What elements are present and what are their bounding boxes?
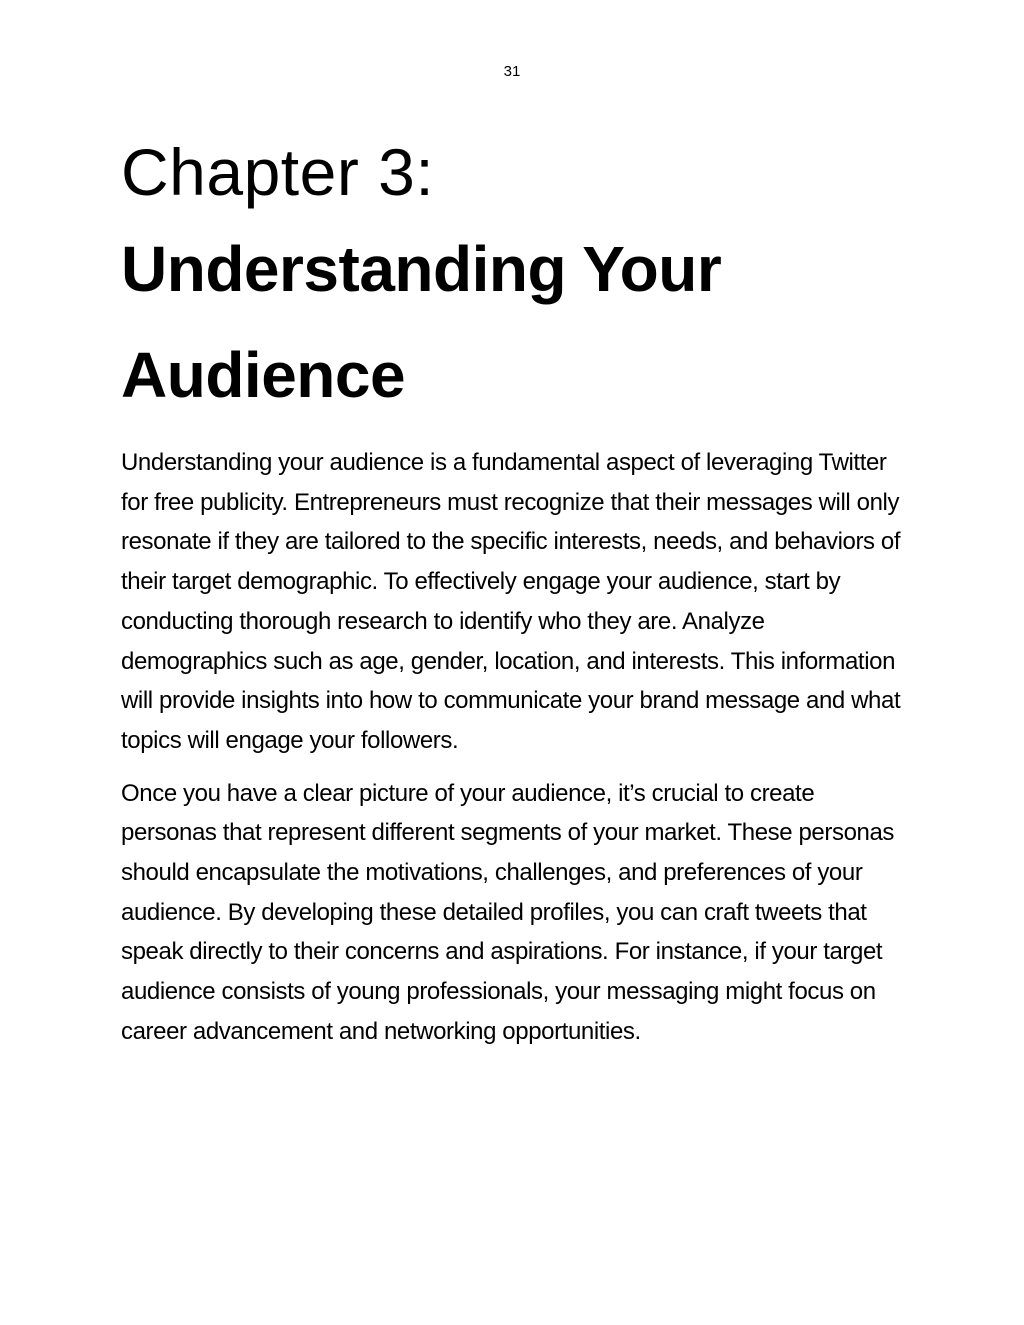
- body-text: [121, 443, 911, 1052]
- page-number: 31: [503, 63, 521, 80]
- paragraph-2: Once you have a clear picture of your audience, it’s crucial to create personas that represent different segments of your market. These personas should encapsulate the motivations, challenges, and preferences of your audience. By developing these detailed profiles, you can craft tweets that speak directly to their concerns and aspirations. For instance, if your target audience consists of young professionals, your messaging might focus on career advancement and networking opportunities.: [121, 779, 895, 1045]
- chapter-title: [121, 216, 911, 428]
- chapter-title-line-1: Understanding Your: [121, 233, 722, 305]
- chapter-label: Chapter 3:: [121, 135, 435, 209]
- page-content: [121, 128, 911, 1065]
- paragraph-1: Understanding your audience is a fundamental aspect of leveraging Twitter for free publicity. Entrepreneurs must recognize that their messages will only resonate if they are tailored to the specific interests, needs, and behaviors of their target demographic. To effectively engage your audience, start by conducting thorough research to identify who they are. Analyze demographics such as age, gender, location, and interests. This information will provide insights into how to communicate your brand message and what topics will engage your followers.: [121, 449, 901, 754]
- chapter-title-line-2: Audience: [121, 339, 406, 411]
